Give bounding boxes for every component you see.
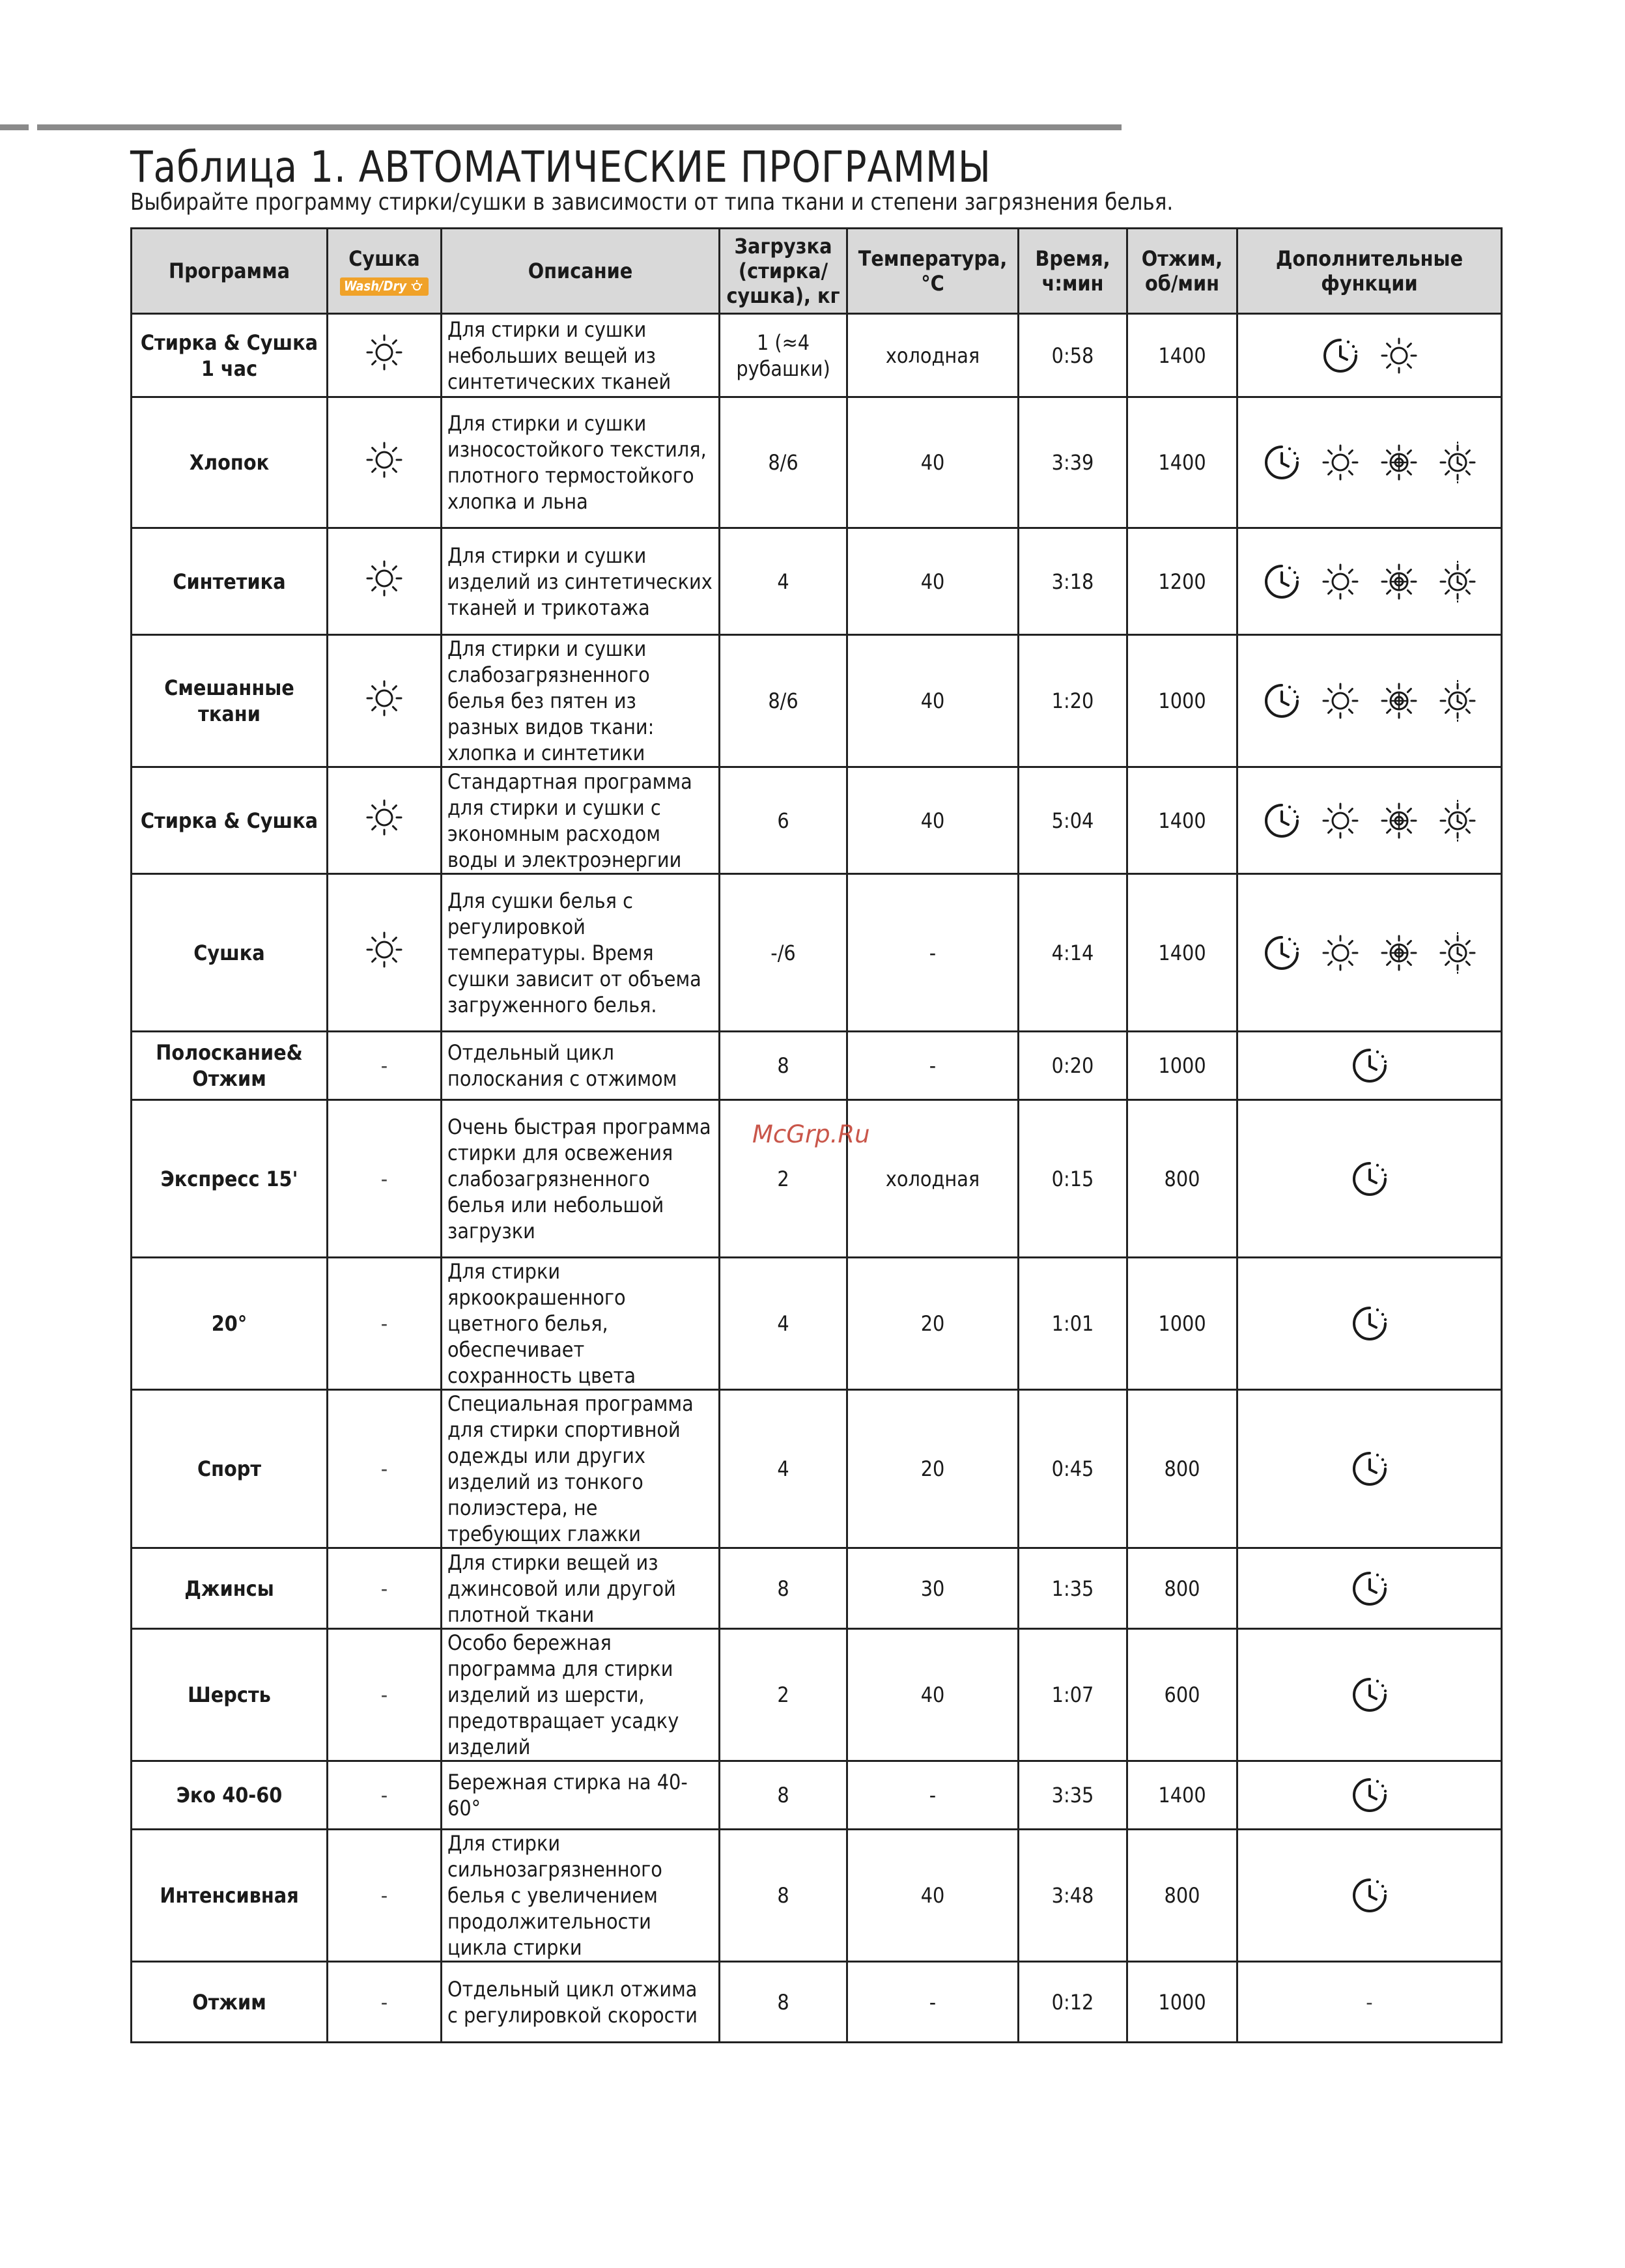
clock-delay-icon bbox=[1349, 1448, 1391, 1490]
cell-description: Для стирки яркоокрашенного цветного белья, обеспечивает сохранность цвета bbox=[442, 1258, 720, 1390]
cell-program: Джинсы bbox=[132, 1548, 328, 1629]
sun-icon bbox=[363, 439, 405, 481]
clock-delay-icon bbox=[1349, 1674, 1391, 1716]
cell-time: 3:39 bbox=[1019, 397, 1127, 528]
cell-extra-functions bbox=[1237, 635, 1502, 767]
cell-extra-functions bbox=[1237, 874, 1502, 1032]
table-row bbox=[132, 1390, 1502, 1548]
extra-functions-icons bbox=[1243, 1448, 1495, 1490]
cell-time: 1:35 bbox=[1019, 1548, 1127, 1629]
cell-description: Для стирки и сушки слабозагрязненного белья без пятен из разных видов ткани: хлопка и синтетики bbox=[442, 635, 720, 767]
cell-load: -/6 bbox=[720, 874, 847, 1032]
cell-load: 4 bbox=[720, 1390, 847, 1548]
cell-load: 4 bbox=[720, 1258, 847, 1390]
cell-program: Синтетика bbox=[132, 528, 328, 635]
extra-functions-icons bbox=[1243, 1303, 1495, 1344]
table-row bbox=[132, 1962, 1502, 2043]
table-row bbox=[132, 1761, 1502, 1830]
cell-spin: 1000 bbox=[1127, 1258, 1237, 1390]
extra-functions-icons bbox=[1243, 1568, 1495, 1609]
sun-icon bbox=[363, 332, 405, 373]
cell-drying bbox=[328, 635, 442, 767]
table-row bbox=[132, 1032, 1502, 1100]
cell-temperature: холодная bbox=[847, 314, 1019, 397]
cell-time: 0:45 bbox=[1019, 1390, 1127, 1548]
cell-drying bbox=[328, 1390, 442, 1548]
table-row bbox=[132, 528, 1502, 635]
cell-load: 8 bbox=[720, 1830, 847, 1962]
cell-time: 0:15 bbox=[1019, 1100, 1127, 1258]
cell-spin: 1400 bbox=[1127, 874, 1237, 1032]
extra-functions-icons bbox=[1243, 680, 1495, 722]
sun-clock-icon bbox=[1437, 932, 1478, 974]
cell-temperature: - bbox=[847, 1962, 1019, 2043]
sun-clock-icon bbox=[1437, 442, 1478, 483]
cell-program: Смешанные ткани bbox=[132, 635, 328, 767]
cell-drying bbox=[328, 397, 442, 528]
cell-drying bbox=[328, 1258, 442, 1390]
sun-target-icon bbox=[1378, 680, 1420, 722]
cell-drying bbox=[328, 314, 442, 397]
table-row bbox=[132, 397, 1502, 528]
cell-description: Для стирки и сушки изделий из синтетических тканей и трикотажа bbox=[442, 528, 720, 635]
cell-description: Для стирки и сушки небольших вещей из синтетических тканей bbox=[442, 314, 720, 397]
sun-target-icon bbox=[1378, 561, 1420, 602]
cell-extra-functions bbox=[1237, 767, 1502, 874]
extra-functions-icons bbox=[1243, 1158, 1495, 1200]
table-row bbox=[132, 1830, 1502, 1962]
cell-extra-functions bbox=[1237, 1629, 1502, 1761]
cell-load: 4 bbox=[720, 528, 847, 635]
cell-program: Стирка & Сушка 1 час bbox=[132, 314, 328, 397]
wash-dry-badge-icon bbox=[409, 279, 425, 296]
cell-program: Эко 40-60 bbox=[132, 1761, 328, 1830]
cell-spin: 800 bbox=[1127, 1390, 1237, 1548]
cell-program: Спорт bbox=[132, 1390, 328, 1548]
cell-spin: 800 bbox=[1127, 1548, 1237, 1629]
cell-description: Особо бережная программа для стирки изделий из шерсти, предотвращает усадку изделий bbox=[442, 1629, 720, 1761]
drying-value: - bbox=[380, 1311, 388, 1336]
cell-time: 1:07 bbox=[1019, 1629, 1127, 1761]
cell-temperature: 30 bbox=[847, 1548, 1019, 1629]
clock-delay-icon bbox=[1261, 442, 1303, 483]
watermark: McGrp.Ru bbox=[752, 1120, 870, 1148]
extra-functions-icons bbox=[1243, 1875, 1495, 1916]
cell-load: 1 (≈4 рубашки) bbox=[720, 314, 847, 397]
extra-functions-icons bbox=[1243, 1774, 1495, 1816]
header-drying-label: Сушка bbox=[348, 246, 420, 271]
wash-dry-badge bbox=[340, 277, 429, 296]
cell-program: Экспресс 15' bbox=[132, 1100, 328, 1258]
sun-icon bbox=[1320, 561, 1361, 602]
drying-value: - bbox=[380, 1166, 388, 1191]
cell-description: Отдельный цикл полоскания с отжимом bbox=[442, 1032, 720, 1100]
cell-time: 3:35 bbox=[1019, 1761, 1127, 1830]
cell-temperature: 20 bbox=[847, 1258, 1019, 1390]
cell-description: Для сушки белья с регулировкой температуры. Время сушки зависит от объема загруженного белья. bbox=[442, 874, 720, 1032]
cell-drying bbox=[328, 1830, 442, 1962]
cell-time: 1:01 bbox=[1019, 1258, 1127, 1390]
cell-spin: 1400 bbox=[1127, 314, 1237, 397]
cell-time: 0:12 bbox=[1019, 1962, 1127, 2043]
top-rule-left bbox=[0, 124, 29, 130]
cell-program: Интенсивная bbox=[132, 1830, 328, 1962]
sun-icon bbox=[363, 677, 405, 719]
wash-dry-badge-label: Wash/Dry bbox=[343, 278, 407, 294]
drying-value: - bbox=[380, 1456, 388, 1481]
cell-extra-functions bbox=[1237, 1100, 1502, 1258]
sun-clock-icon bbox=[1437, 800, 1478, 842]
cell-temperature: 40 bbox=[847, 767, 1019, 874]
table-row bbox=[132, 1548, 1502, 1629]
cell-description: Бережная стирка на 40-60° bbox=[442, 1761, 720, 1830]
table-row bbox=[132, 1629, 1502, 1761]
sun-icon bbox=[1320, 800, 1361, 842]
cell-extra-functions bbox=[1237, 1761, 1502, 1830]
cell-description: Специальная программа для стирки спортивной одежды или других изделий из тонкого полиэстера, не требующих глажки bbox=[442, 1390, 720, 1548]
table-row bbox=[132, 767, 1502, 874]
table-row bbox=[132, 314, 1502, 397]
clock-delay-icon bbox=[1261, 561, 1303, 602]
cell-temperature: - bbox=[847, 1032, 1019, 1100]
sun-icon bbox=[1320, 442, 1361, 483]
cell-temperature: - bbox=[847, 874, 1019, 1032]
cell-load: 6 bbox=[720, 767, 847, 874]
header-description: Описание bbox=[442, 229, 720, 314]
cell-description: Отдельный цикл отжима с регулировкой скорости bbox=[442, 1962, 720, 2043]
cell-spin: 1400 bbox=[1127, 1761, 1237, 1830]
cell-time: 3:48 bbox=[1019, 1830, 1127, 1962]
cell-drying bbox=[328, 1761, 442, 1830]
header-extra-functions: Дополнительные функции bbox=[1237, 229, 1502, 314]
table-header-row bbox=[132, 229, 1502, 314]
cell-load: 2 bbox=[720, 1100, 847, 1258]
cell-extra-functions bbox=[1237, 1032, 1502, 1100]
cell-extra-functions bbox=[1237, 1390, 1502, 1548]
cell-extra-functions bbox=[1237, 314, 1502, 397]
cell-load: 8 bbox=[720, 1761, 847, 1830]
header-spin: Отжим, об/мин bbox=[1127, 229, 1237, 314]
cell-spin: 1000 bbox=[1127, 635, 1237, 767]
sun-icon bbox=[1320, 932, 1361, 974]
cell-spin: 1400 bbox=[1127, 767, 1237, 874]
table-row bbox=[132, 874, 1502, 1032]
cell-drying bbox=[328, 1629, 442, 1761]
cell-description: Для стирки вещей из джинсовой или другой плотной ткани bbox=[442, 1548, 720, 1629]
cell-extra-functions bbox=[1237, 1962, 1502, 2043]
cell-spin: 800 bbox=[1127, 1830, 1237, 1962]
sun-clock-icon bbox=[1437, 680, 1478, 722]
cell-time: 0:20 bbox=[1019, 1032, 1127, 1100]
cell-temperature: 20 bbox=[847, 1390, 1019, 1548]
cell-time: 0:58 bbox=[1019, 314, 1127, 397]
header-time: Время, ч:мин bbox=[1019, 229, 1127, 314]
extra-functions-icons bbox=[1243, 335, 1495, 376]
cell-program: Шерсть bbox=[132, 1629, 328, 1761]
cell-spin: 1000 bbox=[1127, 1032, 1237, 1100]
clock-delay-icon bbox=[1349, 1774, 1391, 1816]
cell-description: Для стирки и сушки износостойкого текстиля, плотного термостойкого хлопка и льна bbox=[442, 397, 720, 528]
cell-load: 8/6 bbox=[720, 635, 847, 767]
sun-clock-icon bbox=[1437, 561, 1478, 602]
extra-functions-icons bbox=[1243, 442, 1495, 483]
cell-spin: 1000 bbox=[1127, 1962, 1237, 2043]
cell-load: 8 bbox=[720, 1962, 847, 2043]
cell-time: 3:18 bbox=[1019, 528, 1127, 635]
cell-drying bbox=[328, 874, 442, 1032]
cell-description: Стандартная программа для стирки и сушки с экономным расходом воды и электроэнергии bbox=[442, 767, 720, 874]
clock-delay-icon bbox=[1349, 1303, 1391, 1344]
clock-delay-icon bbox=[1349, 1875, 1391, 1916]
cell-spin: 1400 bbox=[1127, 397, 1237, 528]
cell-temperature: 40 bbox=[847, 635, 1019, 767]
cell-extra-functions bbox=[1237, 528, 1502, 635]
drying-value: - bbox=[380, 1576, 388, 1601]
clock-delay-icon bbox=[1261, 932, 1303, 974]
table-row bbox=[132, 635, 1502, 767]
cell-load: 8/6 bbox=[720, 397, 847, 528]
sun-icon bbox=[363, 929, 405, 971]
cell-drying bbox=[328, 1548, 442, 1629]
clock-delay-icon bbox=[1261, 680, 1303, 722]
page-subtitle: Выбирайте программу стирки/сушки в зависимости от типа ткани и степени загрязнения белья. bbox=[130, 189, 1174, 216]
cell-load: 8 bbox=[720, 1032, 847, 1100]
sun-icon bbox=[363, 558, 405, 599]
cell-program: Отжим bbox=[132, 1962, 328, 2043]
drying-value: - bbox=[380, 1783, 388, 1807]
cell-temperature: - bbox=[847, 1761, 1019, 1830]
header-load: Загрузка (стирка/ сушка), кг bbox=[720, 229, 847, 314]
cell-temperature: 40 bbox=[847, 1830, 1019, 1962]
header-drying bbox=[328, 229, 442, 314]
clock-delay-icon bbox=[1261, 800, 1303, 842]
top-rule bbox=[37, 124, 1122, 130]
cell-spin: 600 bbox=[1127, 1629, 1237, 1761]
sun-target-icon bbox=[1378, 442, 1420, 483]
clock-delay-icon bbox=[1349, 1568, 1391, 1609]
cell-drying bbox=[328, 528, 442, 635]
cell-description: Для стирки сильнозагрязненного белья с увеличением продолжительности цикла стирки bbox=[442, 1830, 720, 1962]
cell-drying bbox=[328, 1962, 442, 2043]
drying-value: - bbox=[380, 1053, 388, 1078]
cell-spin: 1200 bbox=[1127, 528, 1237, 635]
sun-target-icon bbox=[1378, 800, 1420, 842]
cell-load: 8 bbox=[720, 1548, 847, 1629]
drying-value: - bbox=[380, 1989, 388, 2015]
cell-extra-functions bbox=[1237, 1830, 1502, 1962]
sun-icon bbox=[1378, 335, 1420, 376]
extra-functions-value: - bbox=[1366, 1989, 1373, 2015]
cell-program: Полоскание& Отжим bbox=[132, 1032, 328, 1100]
extra-functions-icons bbox=[1243, 800, 1495, 842]
cell-load: 2 bbox=[720, 1629, 847, 1761]
extra-functions-icons bbox=[1243, 1674, 1495, 1716]
extra-functions-icons bbox=[1243, 1045, 1495, 1086]
header-program: Программа bbox=[132, 229, 328, 314]
cell-temperature: 40 bbox=[847, 528, 1019, 635]
cell-temperature: 40 bbox=[847, 397, 1019, 528]
cell-temperature: 40 bbox=[847, 1629, 1019, 1761]
cell-time: 5:04 bbox=[1019, 767, 1127, 874]
extra-functions-icons bbox=[1243, 932, 1495, 974]
cell-program: 20° bbox=[132, 1258, 328, 1390]
drying-value: - bbox=[380, 1883, 388, 1908]
cell-extra-functions bbox=[1237, 397, 1502, 528]
cell-extra-functions bbox=[1237, 1548, 1502, 1629]
clock-delay-icon bbox=[1349, 1158, 1391, 1200]
cell-temperature: холодная bbox=[847, 1100, 1019, 1258]
drying-value: - bbox=[380, 1682, 388, 1707]
table-row bbox=[132, 1258, 1502, 1390]
clock-delay-icon bbox=[1349, 1045, 1391, 1086]
cell-drying bbox=[328, 767, 442, 874]
header-temperature: Температура, °С bbox=[847, 229, 1019, 314]
extra-functions-icons bbox=[1243, 561, 1495, 602]
cell-program: Хлопок bbox=[132, 397, 328, 528]
sun-icon bbox=[1320, 680, 1361, 722]
cell-time: 4:14 bbox=[1019, 874, 1127, 1032]
cell-spin: 800 bbox=[1127, 1100, 1237, 1258]
clock-delay-icon bbox=[1320, 335, 1361, 376]
cell-time: 1:20 bbox=[1019, 635, 1127, 767]
cell-description: Очень быстрая программа стирки для освежения слабозагрязненного белья или небольшой загрузки bbox=[442, 1100, 720, 1258]
cell-extra-functions bbox=[1237, 1258, 1502, 1390]
cell-drying bbox=[328, 1032, 442, 1100]
page-title: Таблица 1. АВТОМАТИЧЕСКИЕ ПРОГРАММЫ bbox=[130, 142, 991, 192]
cell-program: Стирка & Сушка bbox=[132, 767, 328, 874]
sun-target-icon bbox=[1378, 932, 1420, 974]
cell-drying bbox=[328, 1100, 442, 1258]
sun-icon bbox=[363, 797, 405, 838]
cell-program: Сушка bbox=[132, 874, 328, 1032]
